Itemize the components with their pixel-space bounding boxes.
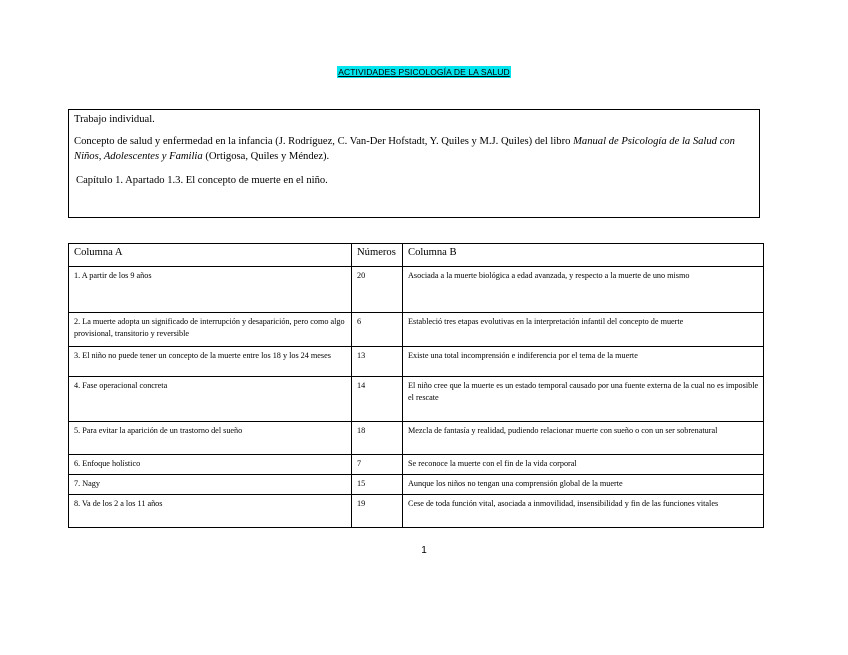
column-a-cell: 5. Para evitar la aparición de un trastorno del sueño xyxy=(69,422,352,455)
concept-text: Concepto de salud y enfermedad en la infancia (J. Rodríguez, C. Van-Der Hofstadt, Y. Quiles y M.J. Quiles) del libro xyxy=(74,136,574,147)
column-b-cell: Mezcla de fantasía y realidad, pudiendo relacionar muerte con sueño o con un ser sobrenatural xyxy=(403,422,764,455)
matching-table xyxy=(68,243,764,528)
column-a-cell: 8. Va de los 2 a los 11 años xyxy=(69,495,352,528)
column-b-cell: Aunque los niños no tengan una comprensión global de la muerte xyxy=(403,475,764,495)
table-row xyxy=(69,475,764,495)
column-b-cell: Existe una total incomprensión e indiferencia por el tema de la muerte xyxy=(403,347,764,377)
table-row xyxy=(69,495,764,528)
column-b-cell: Cese de toda función vital, asociada a inmovilidad, insensibilidad y fin de las funciones vitales xyxy=(403,495,764,528)
column-a-header: Columna A xyxy=(69,244,352,267)
book-title: Manual de Psicología de la Salud con Niños, Adolescentes y Familia xyxy=(74,136,735,162)
column-a-cell: 2. La muerte adopta un significado de interrupción y desaparición, pero como algo provisional, transitorio y reversible xyxy=(69,313,352,347)
number-cell: 18 xyxy=(352,422,403,455)
document-title-wrap xyxy=(0,62,848,80)
table-row xyxy=(69,313,764,347)
work-type-line: Trabajo individual. xyxy=(74,114,155,125)
chapter-line: Capítulo 1. Apartado 1.3. El concepto de muerte en el niño. xyxy=(76,175,328,186)
column-a-cell: 3. El niño no puede tener un concepto de la muerte entre los 18 y los 24 meses xyxy=(69,347,352,377)
number-cell: 19 xyxy=(352,495,403,528)
number-cell: 6 xyxy=(352,313,403,347)
book-authors: (Ortigosa, Quiles y Méndez). xyxy=(202,151,330,162)
table-header-row xyxy=(69,244,764,267)
concept-paragraph xyxy=(74,134,754,164)
column-a-cell: 7. Nagy xyxy=(69,475,352,495)
table-row xyxy=(69,422,764,455)
number-cell: 7 xyxy=(352,455,403,475)
number-cell: 13 xyxy=(352,347,403,377)
column-a-cell: 6. Enfoque holístico xyxy=(69,455,352,475)
page-number: 1 xyxy=(421,545,427,556)
number-cell: 14 xyxy=(352,377,403,422)
column-a-cell: 4. Fase operacional concreta xyxy=(69,377,352,422)
number-cell: 20 xyxy=(352,267,403,313)
column-b-cell: El niño cree que la muerte es un estado temporal causado por una fuente externa de la cual no es imposible el rescate xyxy=(403,377,764,422)
numbers-header: Números xyxy=(352,244,403,267)
table-row xyxy=(69,267,764,313)
column-b-header: Columna B xyxy=(403,244,764,267)
column-a-cell: 1. A partir de los 9 años xyxy=(69,267,352,313)
table-row xyxy=(69,455,764,475)
column-b-cell: Estableció tres etapas evolutivas en la interpretación infantil del concepto de muerte xyxy=(403,313,764,347)
document-title: ACTIVIDADES PSICOLOGÍA DE LA SALUD xyxy=(338,67,510,77)
column-b-cell: Asociada a la muerte biológica a edad avanzada, y respecto a la muerte de uno mismo xyxy=(403,267,764,313)
column-b-cell: Se reconoce la muerte con el fin de la vida corporal xyxy=(403,455,764,475)
table-row xyxy=(69,347,764,377)
table-row xyxy=(69,377,764,422)
assignment-info-box xyxy=(68,109,760,218)
number-cell: 15 xyxy=(352,475,403,495)
